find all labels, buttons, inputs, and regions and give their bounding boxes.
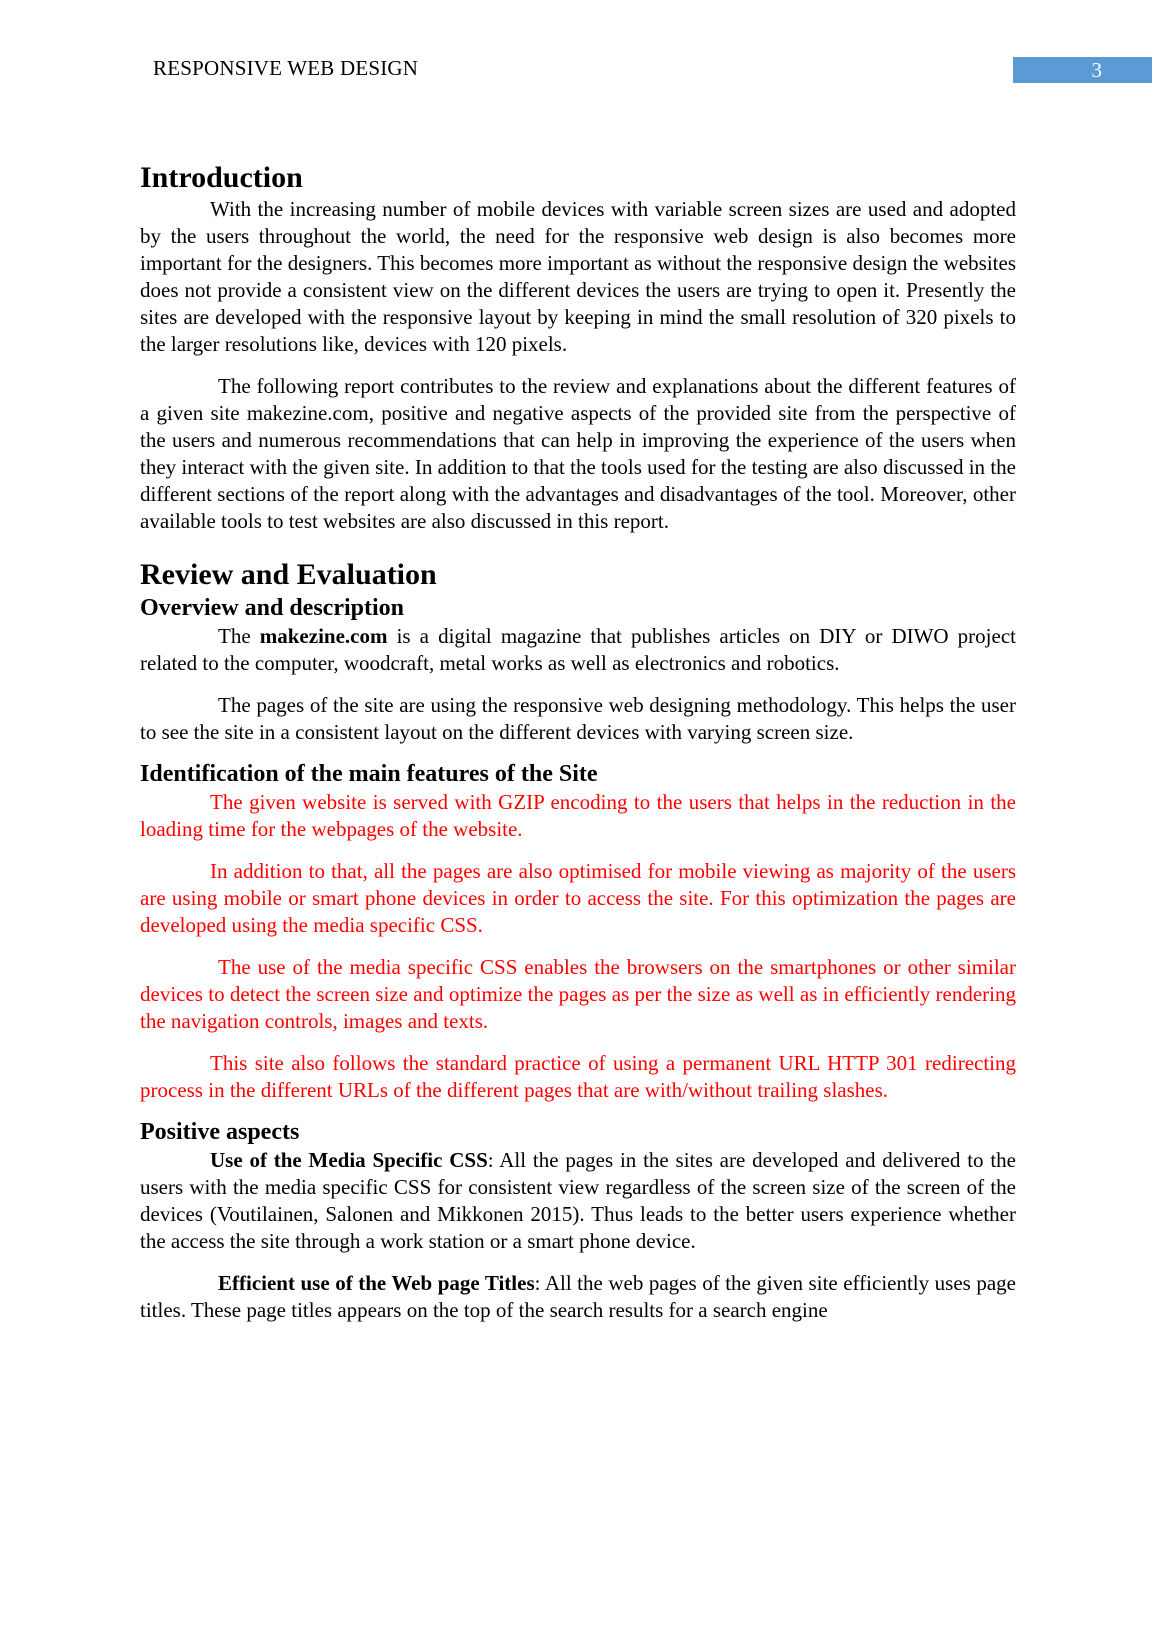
intro-paragraph-2: The following report contributes to the review and explanations about the different features of a given site makezine.com, positive and negative aspects of the provided site from the perspective of the users and numerous recommendations that can help in improving the experience of the users when they interact with the given site. In addition to that the tools used for the testing are also discussed in the different sections of the report along with the advantages and disadvantages of the tool. Moreover, other available tools to test websites are also discussed in this report. [140, 374, 1016, 533]
overview-p1-rest: is a digital magazine that publishes articles on DIY or DIWO project related to the computer, woodcraft, metal works as well as electronics and robotics. [140, 624, 1016, 675]
overview-p1-lead: The [218, 624, 260, 648]
overview-paragraph-2: The pages of the site are using the responsive web designing methodology. This helps the user to see the site in a consistent layout on the different devices with varying screen size. [140, 693, 1016, 744]
positive-p2-text: : All the web pages of the given site efficiently uses page titles. These page titles appears on the top of the search results for a search engine [140, 1271, 1016, 1322]
features-paragraph-4: This site also follows the standard practice of using a permanent URL HTTP 301 redirecting process in the different URLs of the different pages that are with/without trailing slashes. [140, 1051, 1016, 1102]
review-heading: Review and Evaluation [140, 558, 437, 591]
media-css-term: Use of the Media Specific CSS [210, 1148, 488, 1172]
positive-aspects-heading: Positive aspects [140, 1119, 300, 1145]
features-paragraph-1: The given website is served with GZIP encoding to the users that helps in the reduction in the loading time for the webpages of the website. [140, 790, 1016, 841]
overview-heading: Overview and description [140, 595, 404, 621]
overview-paragraph-1 [140, 623, 1016, 677]
positive-p1-text: : All the pages in the sites are developed and delivered to the users with the media specific CSS for consistent view regardless of the screen size of the screen of the devices (Voutilainen, Salonen and Mikkonen 2015). Thus leads to the better users experience whether the access the site through a work station or a smart phone device. [140, 1148, 1017, 1253]
positive-paragraph-1 [140, 1147, 1016, 1255]
running-head: RESPONSIVE WEB DESIGN [153, 56, 419, 80]
introduction-heading: Introduction [140, 161, 303, 194]
page-number: 3 [1013, 57, 1152, 83]
site-name: makezine.com [259, 624, 388, 648]
features-paragraph-2: In addition to that, all the pages are also optimised for mobile viewing as majority of the users are using mobile or smart phone devices in order to access the site. For this optimization the pages are developed using the media specific CSS. [140, 859, 1016, 937]
intro-paragraph-1: With the increasing number of mobile devices with variable screen sizes are used and adopted by the users throughout the world, the need for the responsive web design is also becomes more important for the designers. This becomes more important as without the responsive design the websites does not provide a consistent view on the different devices the users are trying to open it. Presently the sites are developed with the responsive layout by keeping in mind the small resolution of 320 pixels to the larger resolutions like, devices with 120 pixels. [140, 197, 1016, 356]
features-paragraph-3: The use of the media specific CSS enables the browsers on the smartphones or other similar devices to detect the screen size and optimize the pages as per the size as well as in efficiently rendering the navigation controls, images and texts. [140, 955, 1016, 1033]
document-body [140, 160, 1016, 1324]
features-heading: Identification of the main features of the Site [140, 761, 598, 787]
page-titles-term: Efficient use of the Web page Titles [218, 1271, 535, 1295]
positive-paragraph-2 [140, 1270, 1016, 1324]
